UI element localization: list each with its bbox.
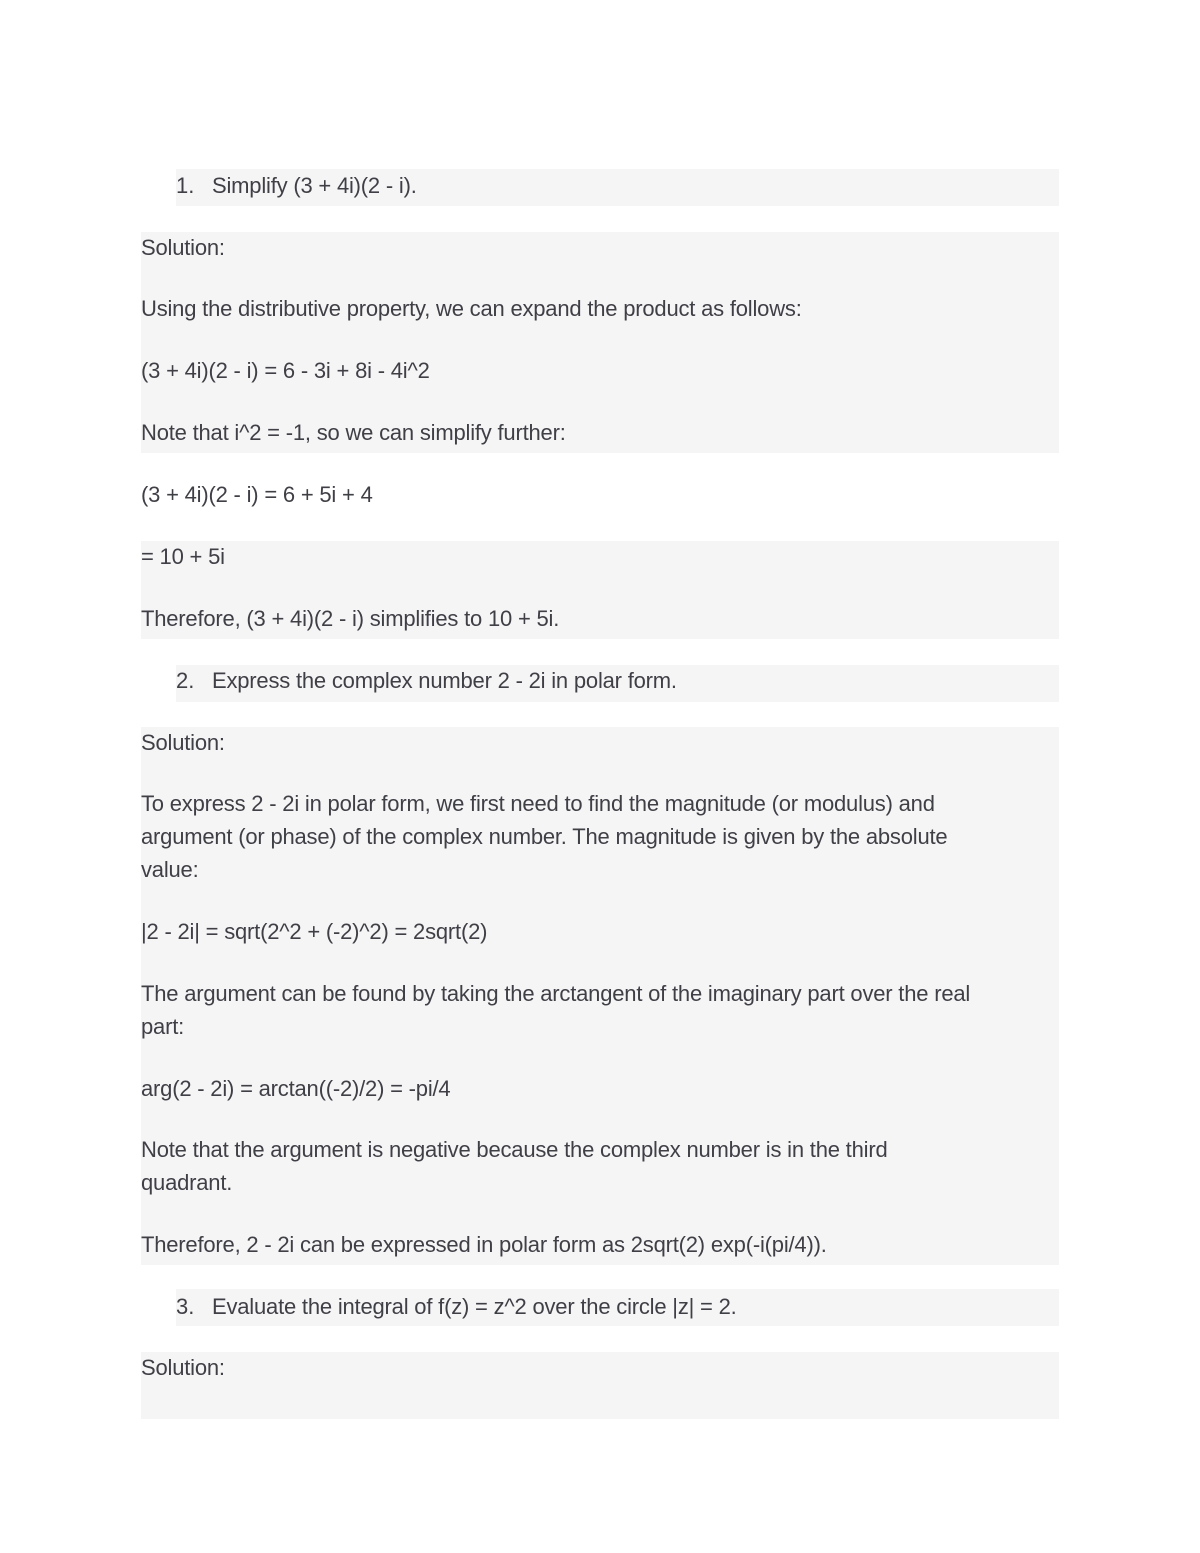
solution-2-line-5: The argument can be found by taking the arctangent of the imaginary part over the real — [141, 981, 971, 1006]
solution-2-line-3: value: — [141, 857, 199, 882]
question-3-prompt: Evaluate the integral of f(z) = z^2 over the circle |z| = 2. — [212, 1294, 737, 1319]
question-3-number: 3. — [176, 1294, 195, 1319]
solution-2-line-10: Therefore, 2 - 2i can be expressed in polar form as 2sqrt(2) exp(-i(pi/4)). — [141, 1232, 827, 1257]
solution-2-label: Solution: — [141, 730, 225, 755]
solution-1-line-4: (3 + 4i)(2 - i) = 6 + 5i + 4 — [141, 482, 373, 507]
solution-3-highlight — [141, 1352, 1059, 1419]
question-2-prompt: Express the complex number 2 - 2i in polar form. — [212, 668, 677, 693]
solution-1-line-5: = 10 + 5i — [141, 544, 225, 569]
solution-2-line-1: To express 2 - 2i in polar form, we first need to find the magnitude (or modulus) and — [141, 791, 935, 816]
solution-2-line-6: part: — [141, 1014, 185, 1039]
question-2-number: 2. — [176, 668, 195, 693]
solution-1-line-1: Using the distributive property, we can expand the product as follows: — [141, 296, 802, 321]
solution-1-line-6: Therefore, (3 + 4i)(2 - i) simplifies to 10 + 5i. — [141, 606, 560, 631]
solution-2-line-8: Note that the argument is negative because the complex number is in the third — [141, 1137, 888, 1162]
solution-2-line-4: |2 - 2i| = sqrt(2^2 + (-2)^2) = 2sqrt(2) — [141, 919, 488, 944]
solution-2-line-9: quadrant. — [141, 1170, 233, 1195]
solution-1-label: Solution: — [141, 235, 225, 260]
solution-3-label: Solution: — [141, 1355, 225, 1380]
solution-1-line-2: (3 + 4i)(2 - i) = 6 - 3i + 8i - 4i^2 — [141, 358, 430, 383]
question-1-number: 1. — [176, 173, 195, 198]
solution-2-line-2: argument (or phase) of the complex number. The magnitude is given by the absolute — [141, 824, 948, 849]
question-1-prompt: Simplify (3 + 4i)(2 - i). — [212, 173, 417, 198]
solution-2-line-7: arg(2 - 2i) = arctan((-2)/2) = -pi/4 — [141, 1076, 451, 1101]
solution-1-line-3: Note that i^2 = -1, so we can simplify further: — [141, 420, 566, 445]
